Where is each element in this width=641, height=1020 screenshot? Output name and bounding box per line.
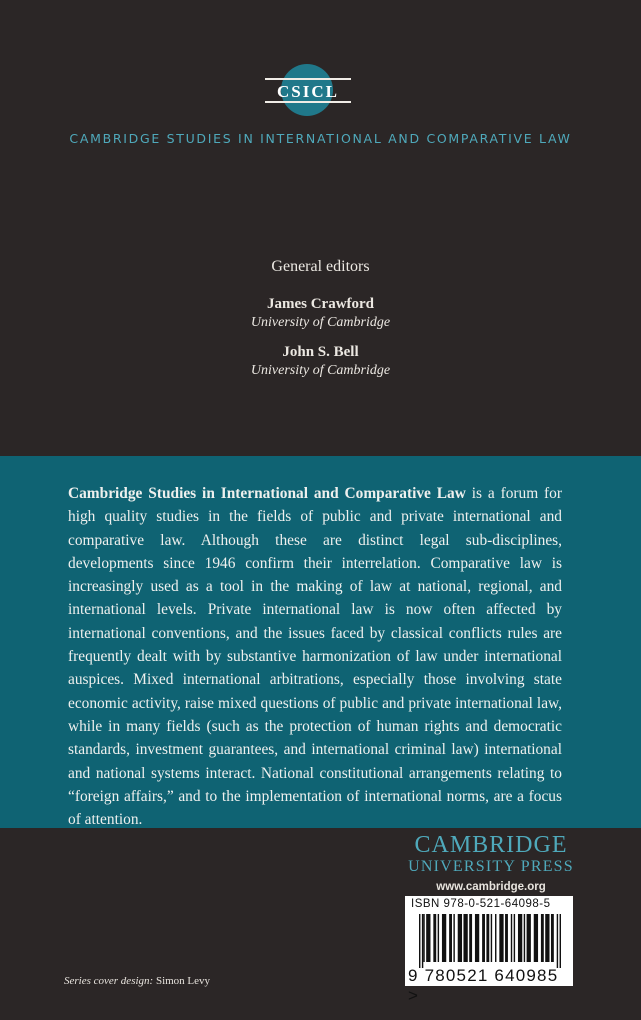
design-credit [64, 975, 210, 987]
csicl-logo [265, 64, 351, 114]
design-credit-label: Series cover design: [64, 975, 154, 987]
barcode-bar [541, 914, 544, 962]
barcode-bar [534, 914, 538, 962]
barcode-guard-bar [560, 914, 561, 968]
publisher-website: www.cambridge.org [436, 881, 546, 893]
editor-affiliation: University of Cambridge [250, 363, 391, 378]
isbn-digits: 9 780521 640985 > [408, 966, 559, 1005]
barcode-bar [518, 914, 522, 962]
series-description-body: is a forum for high quality studies in the fields of public and private international and comparative law. Although these are distinct legal sub-disciplines, developments since 1946 confirm their interrelation. Comparative law is increasingly used as a tool in the making of law at national, regional, and international levels. Private international law is now often affected by international conventions, and the issues faced by classical conflicts rules are frequently dealt with by substantive harmonization of law under international auspices. Mixed international arbitrations, especially those involving state economic activity, raise mixed questions of public and private international law, while in many fields (such as the protection of human rights and democratic standards, investment guarantees, and international criminal law) international and national systems interact. National constitutional arrangements relating to “foreign affairs,” and to the implementation of international norms, are a focus of attention. [68, 485, 563, 829]
barcode-bar [442, 914, 446, 962]
publisher-imprint [402, 833, 580, 895]
barcode-bar [511, 914, 512, 962]
barcode-bar [505, 914, 508, 962]
isbn-label: ISBN 978-0-521-64098-5 [411, 898, 551, 910]
series-description-lead: Cambridge Studies in International and Comparative Law [68, 485, 466, 502]
barcode-bar [475, 914, 479, 962]
design-credit-name: Simon Levy [155, 975, 211, 987]
barcode-bar [469, 914, 472, 962]
editor-name: John S. Bell [282, 344, 359, 360]
barcode-bar [482, 914, 485, 962]
editor-name: James Crawford [266, 296, 375, 312]
barcode-bar [486, 914, 489, 962]
editor-affiliation: University of Cambridge [250, 315, 391, 330]
logo-top-rule [265, 78, 351, 80]
barcode-bar [527, 914, 531, 962]
barcode-bar [491, 914, 492, 962]
series-description [68, 482, 562, 831]
barcode-bar [463, 914, 467, 962]
logo-text: CSICL [277, 82, 339, 101]
barcode-bar [545, 914, 549, 962]
barcode-bar [551, 914, 554, 962]
barcode-bar [423, 914, 424, 962]
barcode-guard-bar [419, 914, 420, 968]
barcode-guard-bar [557, 914, 558, 968]
barcode-bar [453, 914, 454, 962]
barcode-bar [438, 914, 439, 962]
publisher-name: CAMBRIDGE [414, 832, 568, 858]
series-title: CAMBRIDGE STUDIES IN INTERNATIONAL AND COMPARATIVE LAW [69, 131, 572, 146]
isbn-barcode [405, 896, 573, 1005]
publisher-press: UNIVERSITY PRESS [408, 858, 574, 875]
barcode-bar [495, 914, 496, 962]
barcode-bar [499, 914, 503, 962]
barcode-bar [524, 914, 525, 962]
barcode-bar [449, 914, 452, 962]
barcode-guard-bar [422, 914, 423, 968]
editor-entry [0, 295, 641, 332]
barcode-bar [458, 914, 462, 962]
editor-entry [0, 343, 641, 380]
barcode-bar [426, 914, 430, 962]
editors-heading: General editors [271, 258, 370, 275]
barcode-bars [419, 914, 561, 968]
barcode-bar [433, 914, 436, 962]
barcode-bar [514, 914, 515, 962]
